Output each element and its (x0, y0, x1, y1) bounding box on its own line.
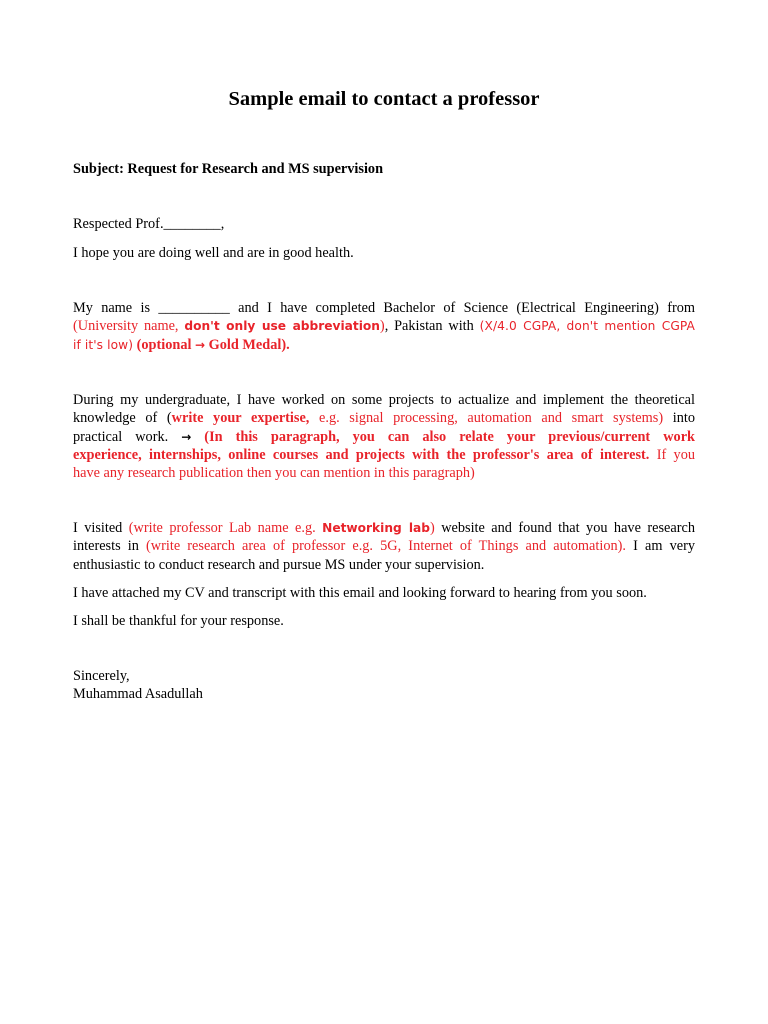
experience-hint-bold: experience, internships, online courses and projects with the professor's area of interest. (73, 446, 650, 463)
paragraph-introduction (73, 299, 695, 354)
projects-line-2 (73, 409, 695, 427)
signer-name: Muhammad Asadullah (73, 686, 203, 702)
paragraph-lab-visit (73, 519, 695, 574)
lab-hint-close: ) (429, 520, 435, 536)
page-title: Sample email to contact a professor (228, 88, 540, 110)
greeting-line: I hope you are doing well and are in good health. (73, 245, 354, 261)
projects-line-2-end: into (663, 410, 695, 427)
university-hint-bold: don't only use abbreviation (184, 319, 380, 334)
country-text: , Pakistan with (384, 318, 480, 335)
research-area-hint: (write research area of professor e.g. 5G, Internet of Things and automation). (146, 538, 626, 555)
thanks-line: I shall be thankful for your response. (73, 613, 284, 629)
projects-line-3 (73, 428, 695, 446)
cgpa-hint-line-1: (X/4.0 CGPA, don't mention CGPA (479, 319, 695, 334)
cgpa-hint-line-2: if it's low) (73, 337, 134, 352)
optional-hint-close: Gold Medal). (205, 336, 290, 353)
expertise-hint-bold: write your expertise, (171, 410, 310, 427)
attachment-line: I have attached my CV and transcript with this email and looking forward to hearing from you soon. (73, 585, 647, 601)
publication-hint-start: If you (649, 446, 695, 463)
expertise-hint-examples: e.g. signal processing, automation and smart systems) (309, 410, 664, 427)
lab-line-2-start: interests in (73, 538, 147, 555)
projects-line-1: During my undergraduate, I have worked on some projects to actualize and implement the theoretical (73, 392, 695, 408)
arrow-right-icon: → (195, 337, 206, 352)
lab-line-1 (73, 519, 695, 537)
projects-line-4 (73, 446, 695, 464)
intro-line-3 (73, 336, 695, 354)
lab-hint-bold: Networking lab (322, 521, 430, 535)
paragraph-projects (73, 391, 695, 482)
lab-line-2-end: I am very (625, 538, 695, 555)
publication-hint-end: have any research publication then you can mention in this paragraph) (73, 465, 475, 482)
intro-line-2 (73, 317, 695, 335)
optional-hint-open: (optional (133, 336, 196, 353)
lab-line-3: enthusiastic to conduct research and pursue MS under your supervision. (73, 556, 485, 573)
university-hint-close: ) (379, 318, 385, 335)
paragraph-hint-bold: (In this paragraph, you can also relate your previous/current work (191, 428, 695, 445)
lab-line-2 (73, 537, 695, 555)
salutation: Respected Prof.________, (73, 216, 225, 232)
university-hint-open: (University name, (73, 318, 185, 335)
closing: Sincerely, (73, 668, 130, 684)
arrow-right-icon: → (181, 429, 192, 444)
email-subject: Subject: Request for Research and MS supervision (73, 161, 384, 177)
projects-line-2-start: knowledge of ( (73, 410, 172, 427)
intro-line-1: My name is __________ and I have completed Bachelor of Science (Electrical Engineering) from (73, 300, 695, 316)
projects-line-3-start: practical work. (73, 428, 182, 445)
visited-text: I visited (73, 520, 129, 536)
lab-line-1-end: website and found that you have research (434, 520, 695, 536)
lab-hint: (write professor Lab name e.g. (128, 520, 323, 536)
